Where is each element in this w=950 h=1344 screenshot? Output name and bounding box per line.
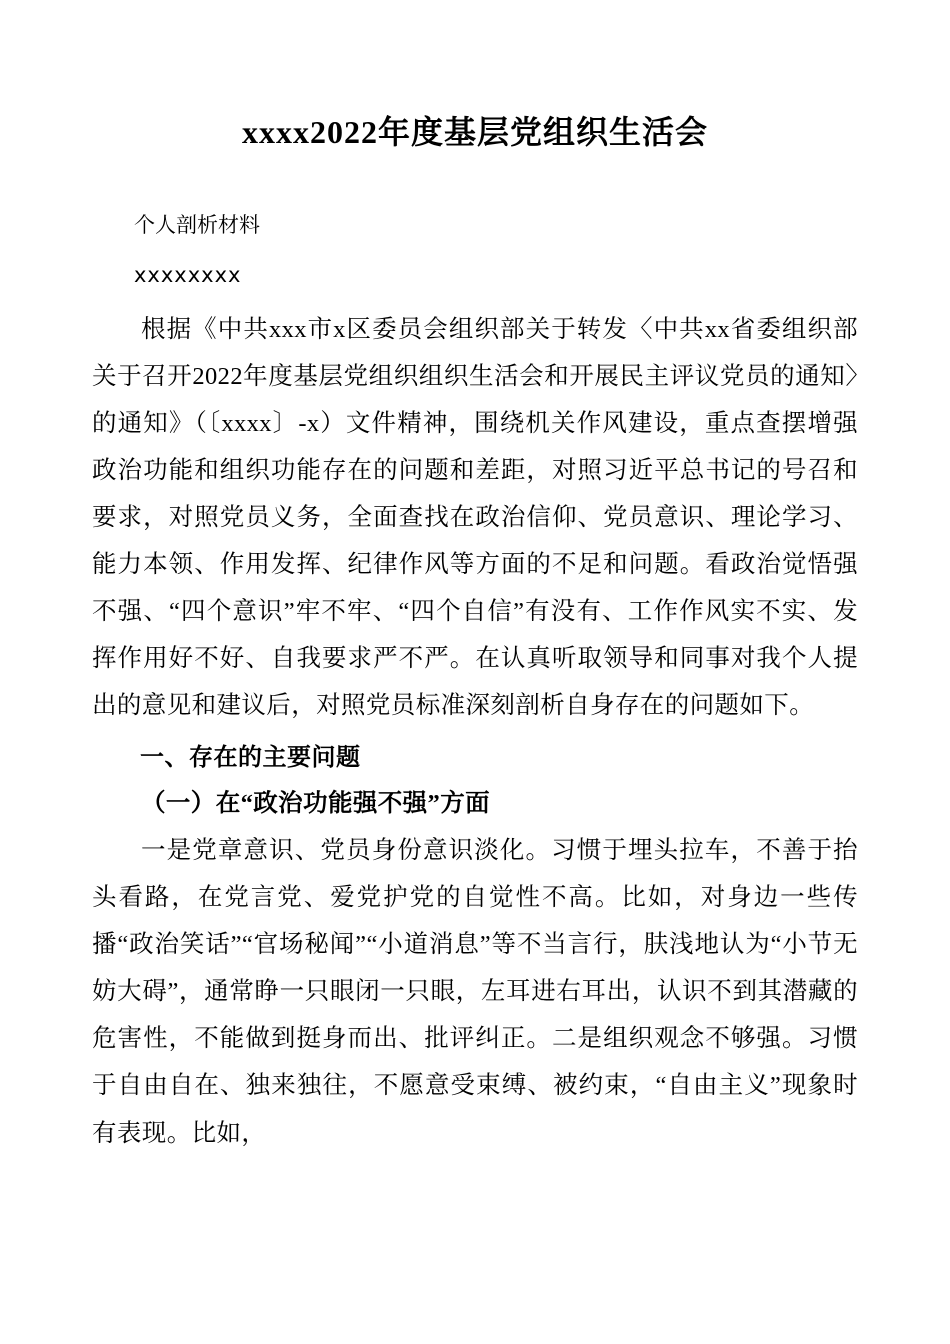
page-title: xxxx2022年度基层党组织生活会 [241,114,708,150]
paragraph-section-1-1-body: 一是党章意识、党员身份意识淡化。习惯于埋头拉车，不善于抬头看路，在党言党、爱党护党的自觉性不高。比如，对身边一些传播“政治笑话”“官场秘闻”“小道消息”等不当言行，肤浅地认为“小节无妨大碍”，通常睁一只眼闭一只眼，左耳进右耳出，认识不到其潜藏的危害性，不能做到挺身而出、批评纠正。二是组织观念不够强。习惯于自由自在、独来独往，不愿意受束缚、被约束，“自由主义”现象时有表现。比如， [92,837,858,1147]
section-heading-1: 一、存在的主要问题 [140,743,361,772]
document-author: xxxxxxxx [134,263,242,288]
document-subtitle: 个人剖析材料 [134,212,260,237]
subsection-heading-1-1: （一）在“政治功能强不强”方面 [141,789,490,817]
paragraph-intro: 根据《中共xxx市x区委员会组织部关于转发〈中共xx省委组织部关于召开2022年度基层党组织组织生活会和开展民主评议党员的通知〉的通知》（〔xxxx〕-x）文件精神，围绕机关作风建设，重点查摆增强政治功能和组织功能存在的问题和差距，对照习近平总书记的号召和要求，对照党员义务，全面查找在政治信仰、党员意识、理论学习、能力本领、作用发挥、纪律作风等方面的不足和问题。看政治觉悟强不强、“四个意识”牢不牢、“四个自信”有没有、工作作风实不实、发挥作用好不好、自我要求严不严。在认真听取领导和同事对我个人提出的意见和建议后，对照党员标准深刻剖析自身存在的问题如下。 [92,315,858,720]
